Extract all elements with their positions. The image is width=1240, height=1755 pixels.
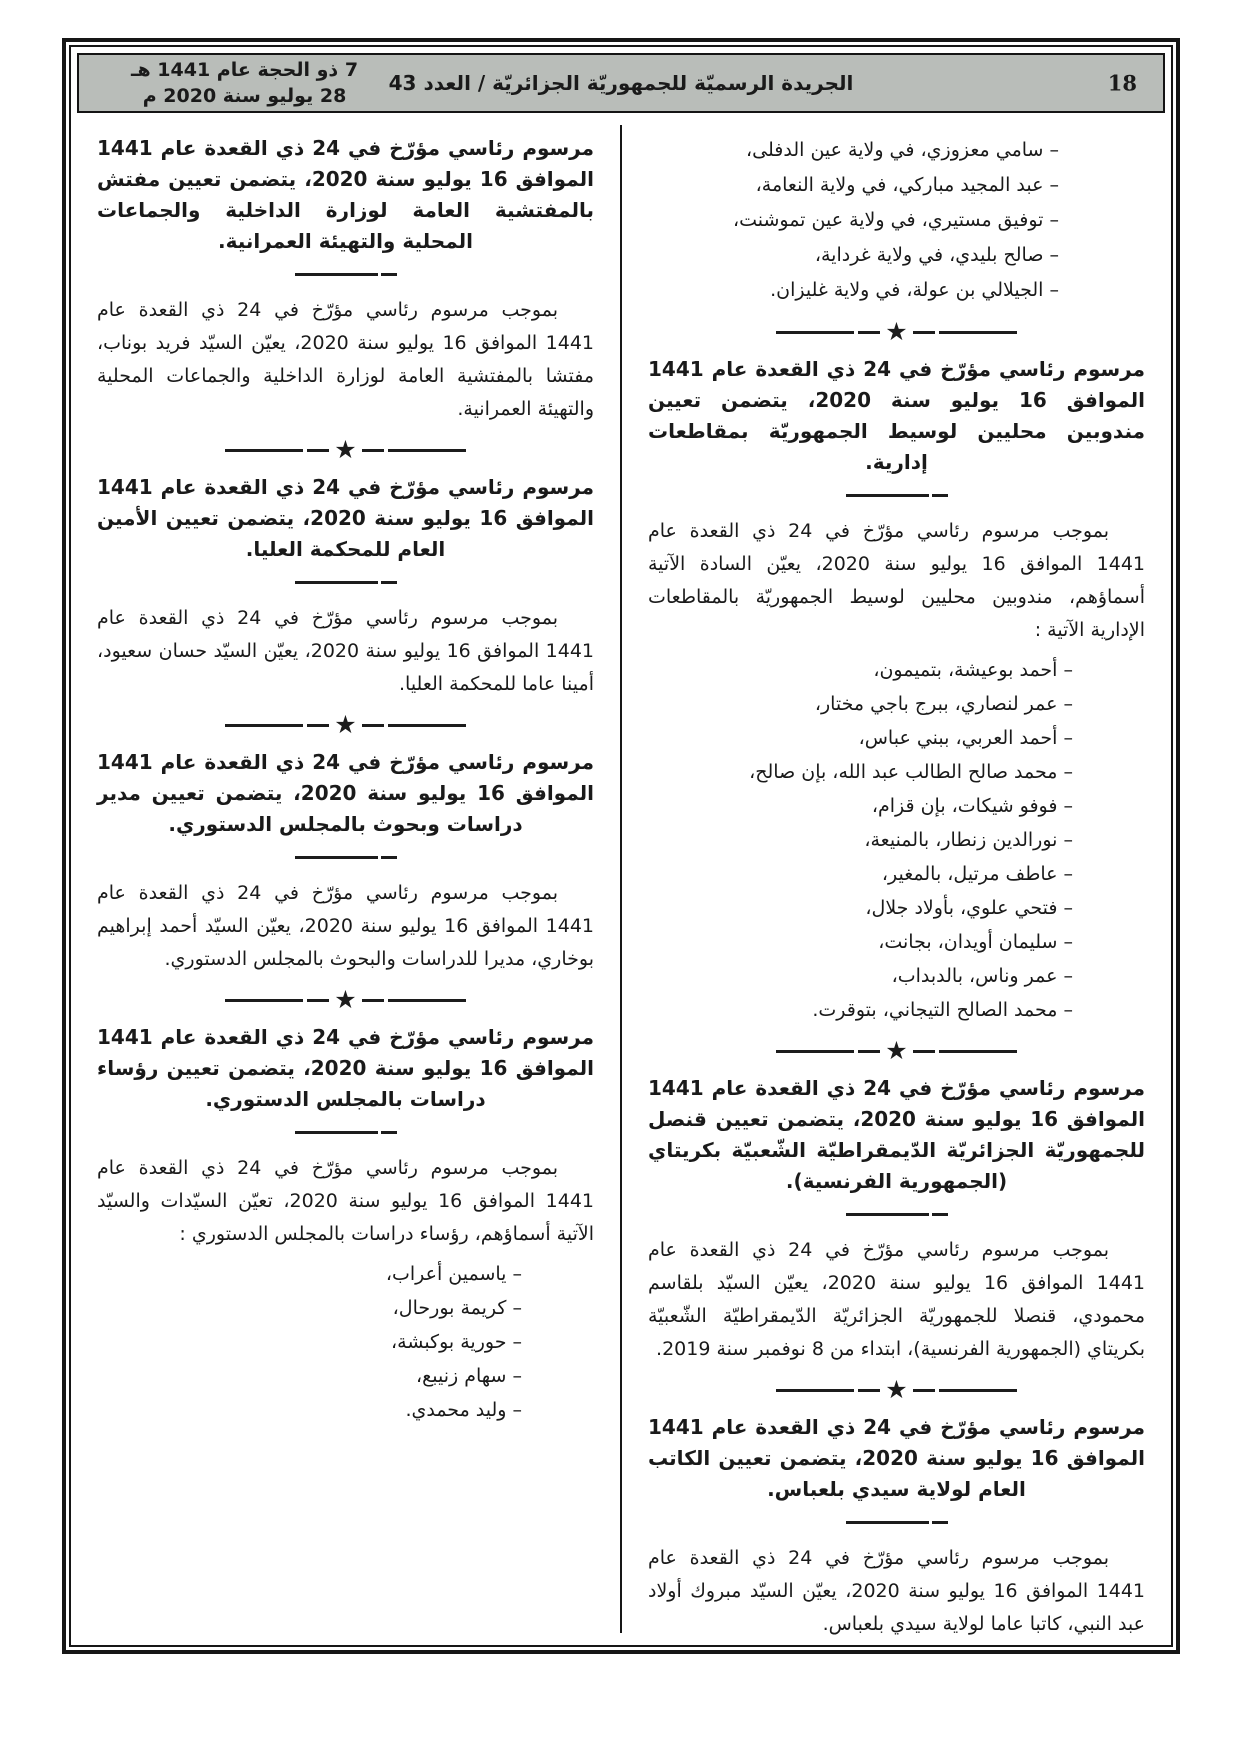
- star-icon: ★: [885, 1375, 908, 1404]
- list-item: – سهام زنيبع،: [416, 1365, 522, 1387]
- appointees-list: [97, 1257, 594, 1427]
- decree-body: بموجب مرسوم رئاسي مؤرّخ في 24 ذي القعدة عام 1441 الموافق 16 يوليو سنة 2020، يعيّن السيّد فريد بوناب، مفتشا بالمفتشية العامة لوزارة الداخلية والجماعات المحلية والتهيئة العمرانية.: [97, 299, 595, 420]
- list-item: – فوفو شيكات، بإن قزام،: [871, 795, 1073, 817]
- star-icon: ★: [334, 985, 357, 1014]
- decree-body: بموجب مرسوم رئاسي مؤرّخ في 24 ذي القعدة عام 1441 الموافق 16 يوليو سنة 2020، تعيّن السيّدات والسيّد الآتية أسماؤهم، رؤساء دراسات بالمجلس الدستوري :: [97, 1157, 595, 1245]
- list-item: – محمد الصالح التيجاني، بتوقرت.: [812, 999, 1073, 1021]
- decree-body: بموجب مرسوم رئاسي مؤرّخ في 24 ذي القعدة عام 1441 الموافق 16 يوليو سنة 2020، يعيّن السيّد حسان سعيود، أمينا عاما للمحكمة العليا.: [97, 607, 594, 695]
- list-item: – محمد صالح الطالب عبد الله، بإن صالح،: [749, 761, 1073, 783]
- decree-section: [648, 1412, 1145, 1641]
- separator-line: [776, 1389, 880, 1392]
- list-item: – عمر لنصاري، ببرج باجي مختار،: [814, 693, 1073, 715]
- separator-line: [913, 1389, 1017, 1392]
- list-item: – عبد المجيد مباركي، في ولاية النعامة،: [755, 174, 1059, 196]
- right-column: [648, 129, 1145, 1641]
- wilaya-continuation-list: [648, 133, 1145, 308]
- decree-section: [97, 747, 594, 976]
- list-item: – عاطف مرتيل، بالمغير،: [881, 863, 1073, 885]
- header-bar: [77, 53, 1165, 113]
- title-separator: [846, 494, 948, 497]
- title-separator: [295, 1131, 397, 1134]
- decree-title: مرسوم رئاسي مؤرّخ في 24 ذي القعدة عام 1441 الموافق 16 يوليو سنة 2020، يتضمن تعيين مفتش بالمفتشية العامة لوزارة الداخلية والجماعات المحلية والتهيئة العمرانية.: [97, 136, 595, 253]
- decree-section: [648, 354, 1145, 1027]
- list-item: – أحمد العربي، ببني عباس،: [858, 727, 1073, 749]
- hijri-date: 7 ذو الحجة عام 1441 هـ: [131, 59, 359, 81]
- separator-line: [362, 449, 466, 452]
- page-frame: [62, 38, 1180, 1654]
- left-column: [97, 129, 594, 1641]
- star-icon: ★: [885, 1036, 908, 1065]
- list-item: – عمر وناس، بالدبداب،: [891, 965, 1073, 987]
- decree-section: [97, 472, 594, 701]
- decree-body: بموجب مرسوم رئاسي مؤرّخ في 24 ذي القعدة عام 1441 الموافق 16 يوليو سنة 2020، يعيّن السيّد بلقاسم محمودي، قنصلا للجمهوريّة الجزائريّة الدّيمقراطيّة الشّعبيّة بكريتاي (الجمهورية الفرنسية)، ابتداء من 8 نوفمبر سنة 2019.: [648, 1239, 1146, 1360]
- decree-body: بموجب مرسوم رئاسي مؤرّخ في 24 ذي القعدة عام 1441 الموافق 16 يوليو سنة 2020، يعيّن السادة الآتية أسماؤهم، مندوبين محليين لوسيط الجمهوريّة بالمقاطعات الإدارية الآتية :: [648, 520, 1146, 641]
- list-item: – توفيق مستيري، في ولاية عين تموشنت،: [732, 209, 1059, 231]
- title-separator: [846, 1521, 948, 1524]
- separator-line: [913, 331, 1017, 334]
- list-item: – الجيلالي بن عولة، في ولاية غليزان.: [770, 279, 1059, 301]
- decree-title: مرسوم رئاسي مؤرّخ في 24 ذي القعدة عام 1441 الموافق 16 يوليو سنة 2020، يتضمن تعيين مندوبين محليين لوسيط الجمهوريّة بمقاطعات إدارية.: [648, 357, 1146, 474]
- star-separator: [648, 318, 1145, 346]
- list-item: – أحمد بوعيشة، بتميمون،: [873, 659, 1073, 681]
- star-icon: ★: [334, 435, 357, 464]
- decree-section: [97, 133, 594, 426]
- separator-line: [362, 724, 466, 727]
- decree-body: بموجب مرسوم رئاسي مؤرّخ في 24 ذي القعدة عام 1441 الموافق 16 يوليو سنة 2020، يعيّن السيّد أحمد إبراهيم بوخاري، مديرا للدراسات والبحوث بالمجلس الدستوري.: [97, 882, 595, 970]
- separator-line: [776, 1050, 880, 1053]
- separator-line: [776, 331, 880, 334]
- column-divider: [620, 125, 622, 1633]
- content-columns: [71, 119, 1171, 1641]
- appointees-list: [648, 653, 1145, 1027]
- list-item: – سليمان أويدان، بجانت،: [878, 931, 1073, 953]
- separator-line: [362, 999, 466, 1002]
- list-item: – صالح بليدي، في ولاية غرداية،: [814, 244, 1059, 266]
- decree-title: مرسوم رئاسي مؤرّخ في 24 ذي القعدة عام 1441 الموافق 16 يوليو سنة 2020، يتضمن تعيين الأمين العام للمحكمة العليا.: [97, 475, 595, 561]
- star-separator: [648, 1037, 1145, 1065]
- list-item: – ياسمين أعراب،: [385, 1263, 522, 1285]
- list-item: – كريمة بورحال،: [392, 1297, 522, 1319]
- separator-line: [225, 999, 329, 1002]
- title-separator: [295, 856, 397, 859]
- list-item: – سامي معزوزي، في ولاية عين الدفلى،: [746, 139, 1059, 161]
- star-separator: [97, 986, 594, 1014]
- list-item: – وليد محمدي.: [405, 1399, 522, 1421]
- page-number: 18: [1107, 70, 1137, 96]
- list-item: – حورية بوكبشة،: [391, 1331, 522, 1353]
- separator-line: [913, 1050, 1017, 1053]
- decree-title: مرسوم رئاسي مؤرّخ في 24 ذي القعدة عام 1441 الموافق 16 يوليو سنة 2020، يتضمن تعيين رؤساء دراسات بالمجلس الدستوري.: [97, 1025, 595, 1111]
- decree-section: [97, 1022, 594, 1427]
- title-separator: [846, 1213, 948, 1216]
- title-separator: [295, 581, 397, 584]
- list-item: – نورالدين زنطار، بالمنيعة،: [864, 829, 1073, 851]
- star-icon: ★: [334, 710, 357, 739]
- separator-line: [225, 724, 329, 727]
- gregorian-date: 28 يوليو سنة 2020 م: [142, 85, 347, 107]
- inner-frame: [69, 45, 1173, 1647]
- decree-body: بموجب مرسوم رئاسي مؤرّخ في 24 ذي القعدة عام 1441 الموافق 16 يوليو سنة 2020، يعيّن السيّد مبروك أولاد عبد النبي، كاتبا عاما لولاية سيدي بلعباس.: [648, 1547, 1145, 1635]
- decree-title: مرسوم رئاسي مؤرّخ في 24 ذي القعدة عام 1441 الموافق 16 يوليو سنة 2020، يتضمن تعيين مدير دراسات وبحوث بالمجلس الدستوري.: [97, 750, 595, 836]
- star-separator: [648, 1376, 1145, 1404]
- title-separator: [295, 273, 397, 276]
- decree-title: مرسوم رئاسي مؤرّخ في 24 ذي القعدة عام 1441 الموافق 16 يوليو سنة 2020، يتضمن تعيين قنصل للجمهوريّة الجزائريّة الدّيمقراطيّة الشّعبيّة بكريتاي (الجمهورية الفرنسية).: [648, 1076, 1146, 1193]
- star-icon: ★: [885, 317, 908, 346]
- decree-section: [648, 1073, 1145, 1366]
- star-separator: [97, 711, 594, 739]
- star-separator: [97, 436, 594, 464]
- decree-title: مرسوم رئاسي مؤرّخ في 24 ذي القعدة عام 1441 الموافق 16 يوليو سنة 2020، يتضمن تعيين الكاتب العام لولاية سيدي بلعباس.: [648, 1415, 1146, 1501]
- journal-title: الجريدة الرسميّة للجمهوريّة الجزائريّة / العدد 43: [388, 71, 854, 95]
- list-item: – فتحي علوي، بأولاد جلال،: [865, 897, 1073, 919]
- separator-line: [225, 449, 329, 452]
